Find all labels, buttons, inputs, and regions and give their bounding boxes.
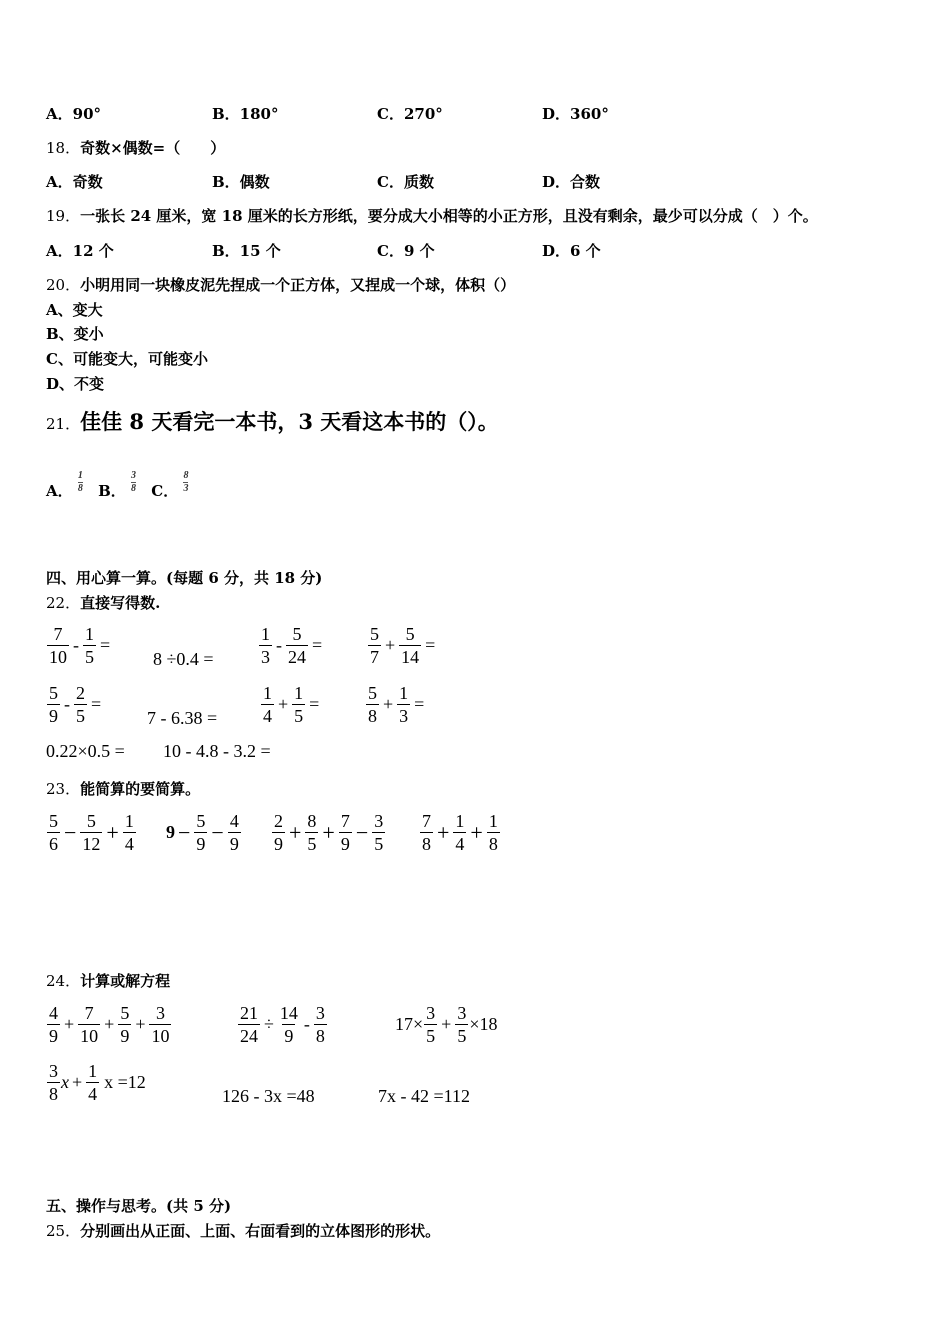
fraction: $\frac{7}{9}$ bbox=[340, 811, 350, 854]
q20-option-a: A、变大 bbox=[46, 301, 103, 319]
q23-expr-3: $\frac{2}{9}$ + $\frac{8}{5}$ + $\frac{7}{9}$ − $\frac{3}{5}$ bbox=[274, 811, 384, 854]
question-text: 奇数×偶数=（ ） bbox=[80, 139, 226, 157]
fraction: $\frac{3}{8}$ bbox=[49, 1061, 58, 1104]
fraction: $\frac{8}{3}$ bbox=[183, 470, 189, 494]
q19-option-a: A．12 个 bbox=[46, 242, 114, 260]
q24-expr-3: 17× $\frac{3}{5}$ + $\frac{3}{5}$ ×18 bbox=[395, 1003, 498, 1046]
q24-expr-5: 126 - 3x =48 bbox=[222, 1086, 315, 1106]
fraction: $\frac{1}{3}$ bbox=[261, 624, 270, 667]
q18-option-b: B．偶数 bbox=[212, 173, 270, 191]
question-21 bbox=[46, 406, 499, 436]
question-number: 22． bbox=[46, 594, 81, 612]
question-24 bbox=[46, 970, 170, 991]
question-text: 一张长 24 厘米，宽 18 厘米的长方形纸，要分成大小相等的小正方形，且没有剩余，最少可以分成（ ）个。 bbox=[80, 207, 818, 225]
q19-option-d: D．6 个 bbox=[542, 242, 601, 260]
fraction: $\frac{21}{24}$ bbox=[240, 1003, 258, 1046]
q20-option-d: D、不变 bbox=[46, 375, 105, 393]
fraction: $\frac{5}{8}$ bbox=[368, 683, 377, 726]
question-19 bbox=[46, 205, 818, 226]
fraction: $\frac{3}{5}$ bbox=[457, 1003, 467, 1046]
fraction: $\frac{3}{5}$ bbox=[374, 811, 384, 854]
q18-option-a: A．奇数 bbox=[46, 173, 103, 191]
fraction: $\frac{3}{8}$ bbox=[131, 470, 137, 494]
question-number: 19． bbox=[46, 207, 81, 225]
q21-option-c: C． bbox=[151, 482, 179, 500]
fraction: $\frac{5}{9}$ bbox=[196, 811, 206, 854]
q23-expr-1: $\frac{5}{6}$ − $\frac{5}{12}$ + $\frac{1}{4}$ bbox=[49, 811, 134, 854]
question-20 bbox=[46, 274, 515, 295]
q17-option-d: D．360° bbox=[542, 105, 609, 123]
q22-expr: $\frac{5}{8}$ + $\frac{1}{3}$ = bbox=[368, 683, 425, 726]
fraction: $\frac{4}{9}$ bbox=[49, 1003, 58, 1046]
question-18 bbox=[46, 137, 225, 158]
fraction: $\frac{5}{7}$ bbox=[370, 624, 379, 667]
fraction: $\frac{1}{4}$ bbox=[455, 811, 465, 854]
q20-option-c: C、可能变大，可能变小 bbox=[46, 350, 208, 368]
q17-option-c: C．270° bbox=[377, 105, 443, 123]
q18-option-d: D．合数 bbox=[542, 173, 601, 191]
fraction: $\frac{2}{9}$ bbox=[274, 811, 283, 854]
fraction: $\frac{5}{9}$ bbox=[120, 1003, 130, 1046]
question-text: 小明用同一块橡皮泥先捏成一个正方体，又捏成一个球，体积（） bbox=[80, 276, 516, 294]
q22-expr: 7 - 6.38 = bbox=[147, 708, 218, 728]
q19-option-b: B．15 个 bbox=[212, 242, 281, 260]
section-5-title: 五、操作与思考。(共 5 分) bbox=[46, 1197, 232, 1215]
q21-option-a: A． bbox=[46, 482, 73, 500]
question-25 bbox=[46, 1220, 440, 1241]
q18-option-c: C．质数 bbox=[377, 173, 434, 191]
q24-expr-2: $\frac{21}{24}$ ÷ $\frac{14}{9}$ - $\frac{3}{8}$ bbox=[240, 1003, 325, 1046]
q22-expr: $\frac{7}{10}$ - $\frac{1}{5}$ = bbox=[49, 624, 111, 667]
question-number: 18． bbox=[46, 139, 81, 157]
fraction: $\frac{1}{4}$ bbox=[124, 811, 134, 854]
q24-expr-4: $\frac{3}{8}$ x + $\frac{1}{4}$ x =12 bbox=[49, 1061, 146, 1104]
fraction: $\frac{1}{8}$ bbox=[77, 470, 83, 494]
q22-expr: 0.22×0.5 = bbox=[46, 741, 125, 761]
fraction: $\frac{3}{5}$ bbox=[426, 1003, 436, 1046]
q21-option-b: B． bbox=[98, 482, 126, 500]
q22-expr: $\frac{5}{9}$ - $\frac{2}{5}$ = bbox=[49, 683, 102, 726]
fraction: $\frac{1}{8}$ bbox=[488, 811, 498, 854]
fraction: $\frac{7}{10}$ bbox=[49, 624, 67, 667]
fraction: $\frac{8}{5}$ bbox=[307, 811, 317, 854]
q24-expr-1: $\frac{4}{9}$ + $\frac{7}{10}$ + $\frac{5}{9}$ + $\frac{3}{10}$ bbox=[49, 1003, 170, 1046]
q24-expr-6: 7x - 42 =112 bbox=[378, 1086, 470, 1106]
question-text: 分别画出从正面、上面、右面看到的立体图形的形状。 bbox=[80, 1222, 441, 1240]
q22-expr: $\frac{1}{3}$ - $\frac{5}{24}$ = bbox=[261, 624, 323, 667]
fraction: $\frac{3}{10}$ bbox=[151, 1003, 170, 1046]
fraction: $\frac{1}{5}$ bbox=[85, 624, 94, 667]
question-text: 佳佳 8 天看完一本书，3 天看这本书的（）。 bbox=[80, 409, 499, 434]
question-text: 直接写得数. bbox=[80, 594, 161, 612]
fraction: $\frac{5}{6}$ bbox=[49, 811, 58, 854]
fraction: $\frac{5}{9}$ bbox=[49, 683, 58, 726]
fraction: $\frac{1}{5}$ bbox=[294, 683, 304, 726]
fraction: $\frac{5}{24}$ bbox=[288, 624, 306, 667]
fraction: $\frac{1}{4}$ bbox=[263, 683, 272, 726]
question-22 bbox=[46, 592, 160, 613]
q21-options bbox=[46, 470, 189, 513]
q22-expr: 8 ÷0.4 = bbox=[153, 649, 214, 669]
fraction: $\frac{3}{8}$ bbox=[315, 1003, 325, 1046]
q17-option-a: A．90° bbox=[46, 105, 102, 123]
fraction: $\frac{7}{10}$ bbox=[80, 1003, 99, 1046]
fraction: $\frac{1}{4}$ bbox=[88, 1061, 98, 1104]
question-text: 能简算的要简算。 bbox=[80, 780, 201, 798]
section-4-title: 四、用心算一算。(每题 6 分，共 18 分) bbox=[46, 569, 323, 587]
fraction: $\frac{2}{5}$ bbox=[76, 683, 85, 726]
fraction: $\frac{4}{9}$ bbox=[229, 811, 239, 854]
question-text: 计算或解方程 bbox=[80, 972, 171, 990]
question-number: 24． bbox=[46, 972, 81, 990]
question-number: 20． bbox=[46, 276, 81, 294]
question-number: 23． bbox=[46, 780, 81, 798]
fraction: $\frac{14}{9}$ bbox=[279, 1003, 298, 1046]
q19-option-c: C．9 个 bbox=[377, 242, 435, 260]
fraction: $\frac{5}{14}$ bbox=[401, 624, 420, 667]
question-number: 25． bbox=[46, 1222, 81, 1240]
question-23 bbox=[46, 778, 200, 799]
q20-option-b: B、变小 bbox=[46, 325, 104, 343]
q22-expr: $\frac{5}{7}$ + $\frac{5}{14}$ = bbox=[370, 624, 436, 667]
fraction: $\frac{5}{12}$ bbox=[82, 811, 101, 854]
q22-expr: 10 - 4.8 - 3.2 = bbox=[163, 741, 271, 761]
question-number: 21． bbox=[46, 415, 81, 433]
q17-option-b: B．180° bbox=[212, 105, 279, 123]
q23-expr-4: $\frac{7}{8}$ + $\frac{1}{4}$ + $\frac{1}{8}$ bbox=[422, 811, 498, 854]
fraction: $\frac{1}{3}$ bbox=[399, 683, 409, 726]
q22-expr: $\frac{1}{4}$ + $\frac{1}{5}$ = bbox=[263, 683, 320, 726]
q23-expr-2: 9 − $\frac{5}{9}$ − $\frac{4}{9}$ bbox=[166, 811, 239, 854]
fraction: $\frac{7}{8}$ bbox=[422, 811, 431, 854]
